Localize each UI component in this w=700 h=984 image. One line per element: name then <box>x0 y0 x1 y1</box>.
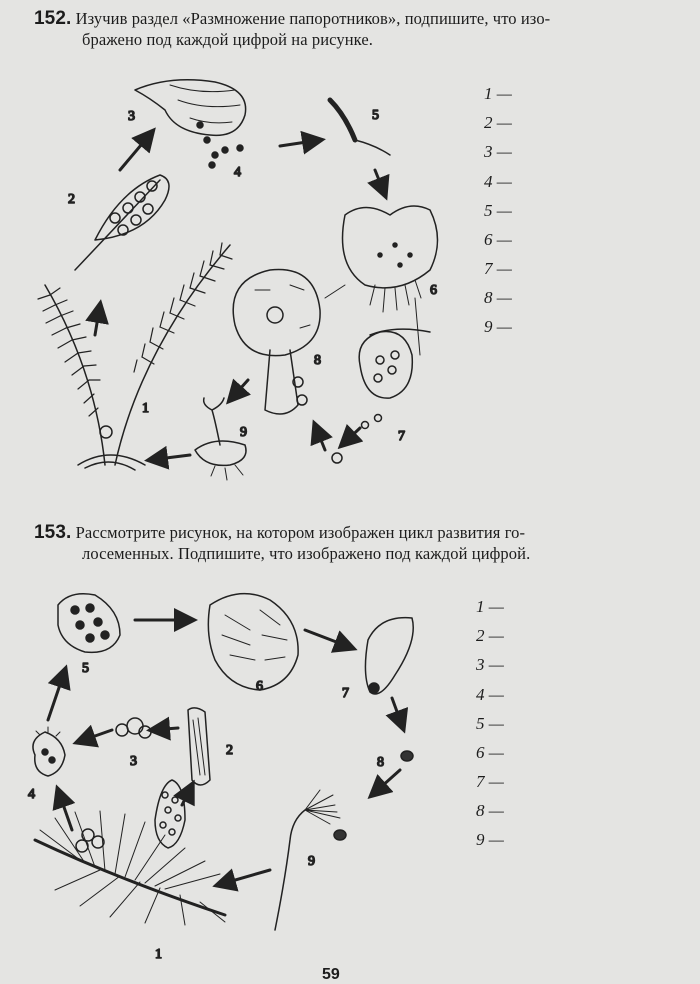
pine-fig-label-4: 4 <box>28 787 35 802</box>
pine-fig-label-9: 9 <box>308 854 315 869</box>
task-152-answer-4[interactable]: 4 — <box>484 172 512 191</box>
arrow-sporophyte-to-plant <box>150 455 190 460</box>
task-152-answer-6[interactable]: 6 — <box>484 230 512 249</box>
task-152-number: 152. <box>34 8 72 29</box>
gymnosperm-life-cycle-figure <box>0 580 470 965</box>
fern-fig-label-5: 5 <box>372 108 379 123</box>
task-153-instruction-line-2: лосеменных. Подпишите, что изображено под каждой цифрой. <box>82 544 531 563</box>
seed-scale-drawing <box>58 594 120 653</box>
fern-plant-drawing <box>38 243 232 470</box>
task-153-answer-1[interactable]: 1 — <box>476 597 504 616</box>
pine-fig-label-1: 1 <box>155 947 162 962</box>
task-152-answer-1[interactable]: 1 — <box>484 84 512 103</box>
germinating-spore-drawing <box>330 100 390 155</box>
arrow-antheridium-to-sperm <box>342 428 360 445</box>
task-152-line-1 <box>34 8 664 29</box>
task-153-answer-6[interactable]: 6 — <box>476 743 504 762</box>
prothallus-drawing <box>343 206 438 312</box>
task-153-answer-7[interactable]: 7 — <box>476 772 504 791</box>
archegonium-drawing <box>233 270 320 415</box>
arrow-spores-to-protonema <box>280 140 320 146</box>
fern-fig-label-3: 3 <box>128 109 135 124</box>
task-153-number: 153. <box>34 522 72 543</box>
ovule-scale-drawing <box>33 727 65 776</box>
task-153-line-1 <box>34 522 664 543</box>
arrow-branch-to-scale <box>58 790 72 830</box>
winged-seed-drawing <box>365 618 413 694</box>
arrow-seedling-to-branch <box>218 870 270 885</box>
fern-life-cycle-figure <box>0 70 470 490</box>
cone-section-drawing <box>208 594 298 690</box>
pollen-sac-drawing <box>188 708 210 785</box>
arrow-pollen-to-scale <box>78 730 112 742</box>
fern-fig-label-8: 8 <box>314 353 321 368</box>
fern-fig-label-9: 9 <box>240 425 247 440</box>
pine-fig-label-5: 5 <box>82 661 89 676</box>
task-152-text <box>34 8 664 50</box>
task-152-answer-3[interactable]: 3 — <box>484 142 512 161</box>
sporangium-drawing <box>135 80 246 136</box>
task-153-answer-2[interactable]: 2 — <box>476 626 504 645</box>
arrow-archegonium-to-sporophyte <box>230 380 248 400</box>
fern-pinna-with-sori-drawing <box>75 175 169 270</box>
task-153-text <box>34 522 664 564</box>
task-152-answer-2[interactable]: 2 — <box>484 113 512 132</box>
page-number: 59 <box>322 966 340 983</box>
arrow-protonema-to-prothallus <box>375 170 385 195</box>
task-152-answer-8[interactable]: 8 — <box>484 288 512 307</box>
pine-fig-label-3: 3 <box>130 754 137 769</box>
young-sporophyte-drawing <box>195 398 246 480</box>
arrow-sperm-to-archegonium <box>315 425 325 450</box>
fern-fig-label-6: 6 <box>430 283 437 298</box>
pine-fig-label-7: 7 <box>342 686 349 701</box>
task-153-answer-5[interactable]: 5 — <box>476 714 504 733</box>
task-153-instruction-line-1: Рассмотрите рисунок, на котором изображен цикл развития го- <box>75 523 526 542</box>
task-153-answer-4[interactable]: 4 — <box>476 685 504 704</box>
task-153-answer-3[interactable]: 3 — <box>476 655 504 674</box>
task-152-instruction-line-1: Изучив раздел «Размножение папоротников», подпишите, что изо- <box>75 9 551 28</box>
pollen-grain-drawing <box>116 718 151 738</box>
arrow-pinna-to-sporangium <box>120 132 152 170</box>
task-152-instruction-line-2: бражено под каждой цифрой на рисунке. <box>82 30 373 49</box>
task-152-answer-9[interactable]: 9 — <box>484 317 512 336</box>
task-153-answer-9[interactable]: 9 — <box>476 830 504 849</box>
fern-fig-label-1: 1 <box>142 401 149 416</box>
pine-fig-label-2: 2 <box>226 743 233 758</box>
task-153-answer-8[interactable]: 8 — <box>476 801 504 820</box>
arrow-winged-seed-to-seed <box>392 698 403 728</box>
fern-fig-label-7: 7 <box>398 429 405 444</box>
arrow-scale-to-seed-scale <box>48 670 65 720</box>
task-152-answer-7[interactable]: 7 — <box>484 259 512 278</box>
pine-fig-label-8: 8 <box>377 755 384 770</box>
task-152-answer-5[interactable]: 5 — <box>484 201 512 220</box>
arrow-branch-to-pollen-sac <box>182 785 192 805</box>
seed-drawing <box>401 751 413 761</box>
arrow-seed-to-seedling <box>372 770 400 795</box>
antheridium-drawing <box>359 329 430 398</box>
fern-fig-label-2: 2 <box>68 192 75 207</box>
pine-fig-label-6: 6 <box>256 679 263 694</box>
fern-fig-label-4: 4 <box>234 165 241 180</box>
arrow-plant-to-pinna <box>95 305 100 335</box>
arrow-cone-to-winged-seed <box>305 630 352 648</box>
spermatozoids-drawing <box>293 377 382 463</box>
arrow-pollen-sac-to-pollen <box>152 728 178 730</box>
